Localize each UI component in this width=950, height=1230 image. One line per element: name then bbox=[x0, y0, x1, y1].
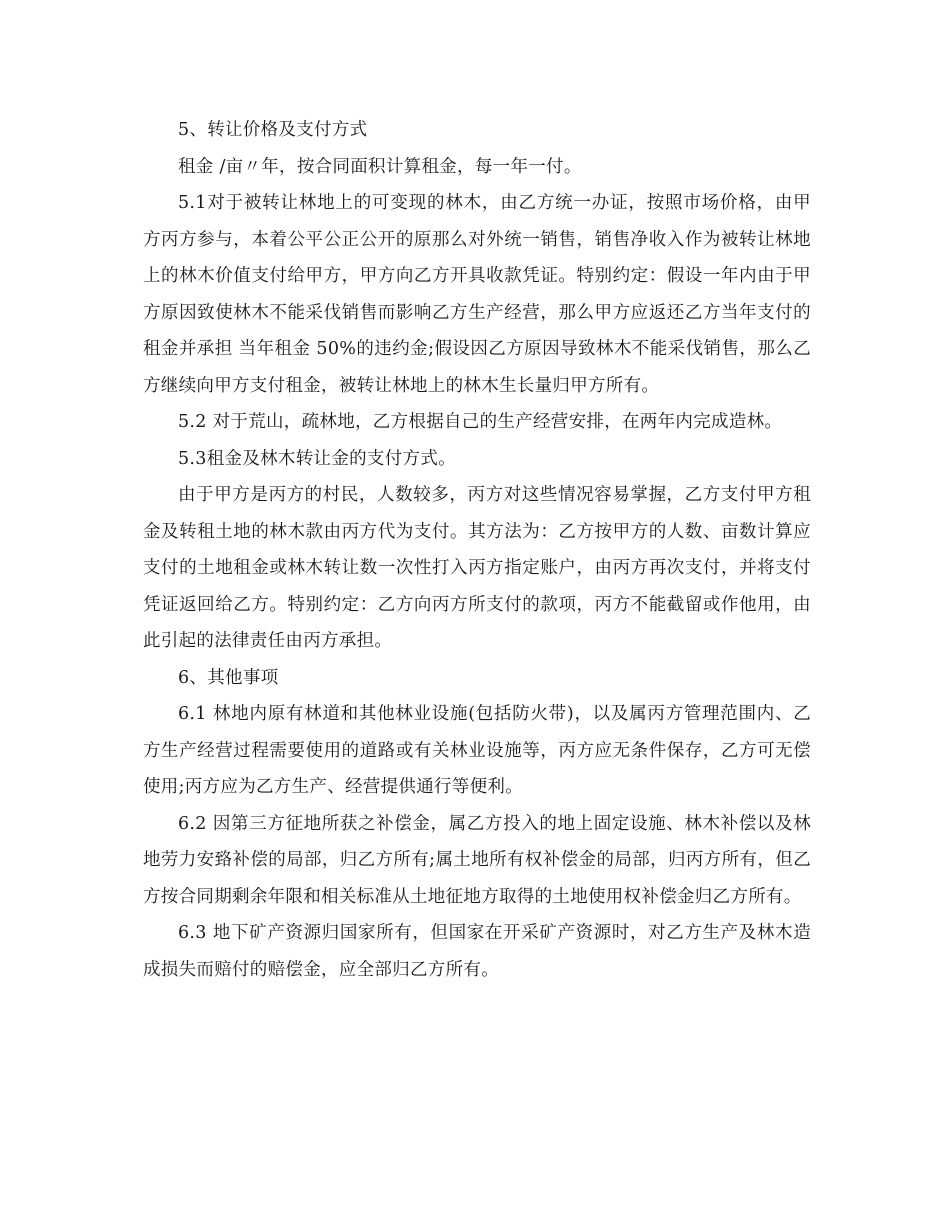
paragraph-rent: 租金 /亩〃年，按合同面积计算租金，每一年一付。 bbox=[178, 156, 582, 177]
clause-5-2: 5.2 对于荒山，疏林地，乙方根据自己的生产经营安排，在两年内完成造林。 bbox=[178, 412, 783, 432]
clause-6-2: 6.2 因第三方征地所获之补偿金，属乙方投入的地上固定设施、林木补偿以及林地劳力安臵补偿的局部，归乙方所有;属土地所有权补偿金的局部，归丙方所有，但乙方按合同期剩余年限和相关标准从土地征地方取得的土地使用权补偿金归乙方所有。 bbox=[143, 813, 811, 907]
clause-5-3: 5.3租金及林木转让金的支付方式。 bbox=[178, 448, 456, 469]
section-heading-5: 5、转让价格及支付方式 bbox=[178, 120, 368, 140]
document-body bbox=[143, 112, 811, 988]
clause-6-1: 6.1 林地内原有林道和其他林业设施(包括防火带)，以及属丙方管理范围内、乙方生产经营过程需要使用的道路或有关林业设施等，丙方应无条件保存，乙方可无偿使用;丙方应为乙方生产、经营提供通行等便利。 bbox=[143, 704, 811, 797]
paragraph-payment-method: 由于甲方是丙方的村民，人数较多，丙方对这些情况容易掌握，乙方支付甲方租金及转租土地的林木款由丙方代为支付。其方法为：乙方按甲方的人数、亩数计算应支付的土地租金或林木转让数一次性打入丙方指定账户，由丙方再次支付，并将支付凭证返回给乙方。特别约定：乙方向丙方所支付的款项，丙方不能截留或作他用，由此引起的法律责任由丙方承担。 bbox=[143, 485, 811, 651]
clause-5-1: 5.1对于被转让林地上的可变现的林木，由乙方统一办证，按照市场价格，由甲方丙方参与，本着公平公正公开的原那么对外统一销售，销售净收入作为被转让林地上的林木价值支付给甲方，甲方向乙方开具收款凭证。特别约定：假设一年内由于甲方原因致使林木不能采伐销售而影响乙方生产经营，那么甲方应返还乙方当年支付的租金并承担 当年租金 50%的违约金;假设因乙方原因导致林木不能采伐销售，那么乙方继续向甲方支付租金，被转让林地上的林木生长量归甲方所有。 bbox=[143, 193, 811, 396]
section-heading-6: 6、其他事项 bbox=[178, 667, 279, 688]
clause-6-3: 6.3 地下矿产资源归国家所有，但国家在开采矿产资源时，对乙方生产及林木造成损失而赔付的赔偿金，应全部归乙方所有。 bbox=[143, 923, 811, 980]
